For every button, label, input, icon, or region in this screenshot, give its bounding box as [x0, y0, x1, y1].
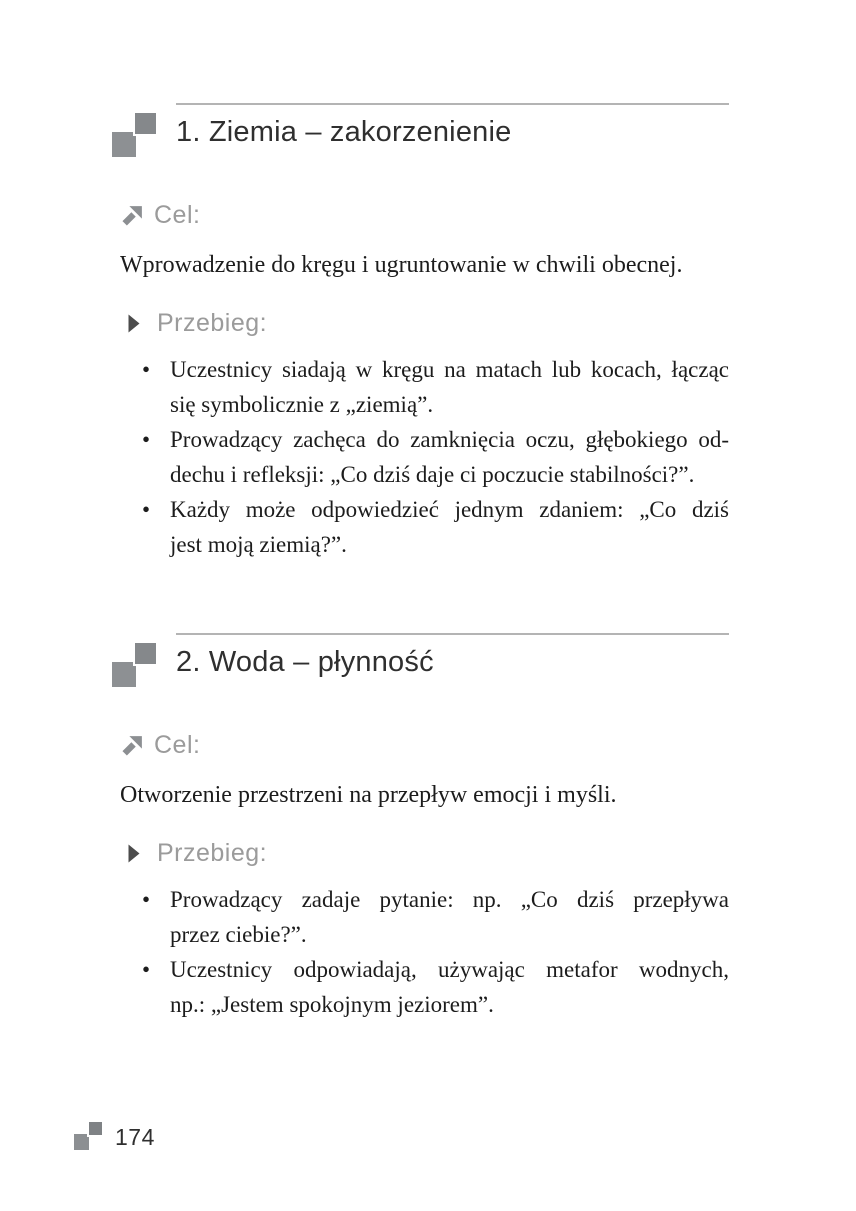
pixel-squares-icon	[112, 113, 158, 161]
triangle-right-icon	[128, 314, 140, 333]
pixel-square-bottom-left	[112, 662, 136, 687]
list-item	[120, 492, 729, 562]
bullet-icon: •	[142, 427, 151, 452]
section-header	[176, 103, 729, 153]
list-item	[120, 952, 729, 1022]
pixel-square-bottom-left	[112, 132, 136, 157]
goal-label: Cel:	[154, 731, 201, 759]
pixel-squares-icon	[112, 643, 158, 691]
bullet-list	[120, 352, 729, 562]
flow-label: Przebieg:	[157, 839, 268, 867]
flow-row	[120, 306, 729, 340]
goal-label: Cel:	[154, 201, 201, 229]
section-title: 2. Woda – płynność	[176, 646, 434, 678]
pixel-square-bottom-left	[74, 1134, 89, 1150]
bullet-icon: •	[142, 497, 151, 522]
page-footer	[74, 1122, 155, 1152]
section-woda	[120, 633, 729, 1022]
bullet-text-line: np.: „Jestem spokojnym jeziorem”.	[170, 992, 494, 1017]
page-number: 174	[115, 1123, 155, 1150]
pixel-square-top-right	[135, 113, 156, 134]
goal-text: Otworzenie przestrzeni na przepływ emocji i myśli.	[120, 782, 617, 808]
section-header	[176, 633, 729, 683]
bullet-icon: •	[142, 887, 151, 912]
list-item	[120, 352, 729, 422]
triangle-right-icon	[128, 844, 140, 863]
bullet-text-line: Prowadzący zachęca do zamknięcia oczu, głębokiego od-	[170, 427, 729, 452]
bullet-text-line: Uczestnicy siadają w kręgu na matach lub kocach, łącząc	[170, 357, 729, 382]
pixel-square-top-right	[135, 643, 156, 664]
bullet-text-line: Każdy może odpowiedzieć jednym zdaniem: „Co dziś	[170, 497, 729, 522]
bullet-text-line: Prowadzący zadaje pytanie: np. „Co dziś przepływa	[170, 887, 729, 912]
bullet-list	[120, 882, 729, 1022]
arrow-up-right-icon	[120, 733, 145, 758]
pixel-squares-icon	[74, 1122, 104, 1152]
list-item	[120, 882, 729, 952]
bullet-text-line: się symbolicznie z „ziemią”.	[170, 392, 434, 417]
bullet-text-line: dechu i refleksji: „Co dziś daje ci poczucie stabilności?”.	[170, 462, 695, 487]
pixel-square-top-right	[89, 1122, 102, 1135]
goal-row	[120, 728, 729, 762]
section-title: 1. Ziemia – zakorzenienie	[176, 116, 512, 148]
bullet-text-line: przez ciebie?”.	[170, 922, 307, 947]
goal-text: Wprowadzenie do kręgu i ugruntowanie w chwili obecnej.	[120, 252, 683, 278]
flow-row	[120, 836, 729, 870]
list-item	[120, 422, 729, 492]
bullet-icon: •	[142, 957, 151, 982]
bullet-text-line: Uczestnicy odpowiadają, używając metafor wodnych,	[170, 957, 729, 982]
goal-row	[120, 198, 729, 232]
arrow-up-right-icon	[120, 203, 145, 228]
section-ziemia	[120, 103, 729, 562]
bullet-text-line: jest moją ziemią?”.	[170, 532, 347, 557]
bullet-icon: •	[142, 357, 151, 382]
flow-label: Przebieg:	[157, 309, 268, 337]
